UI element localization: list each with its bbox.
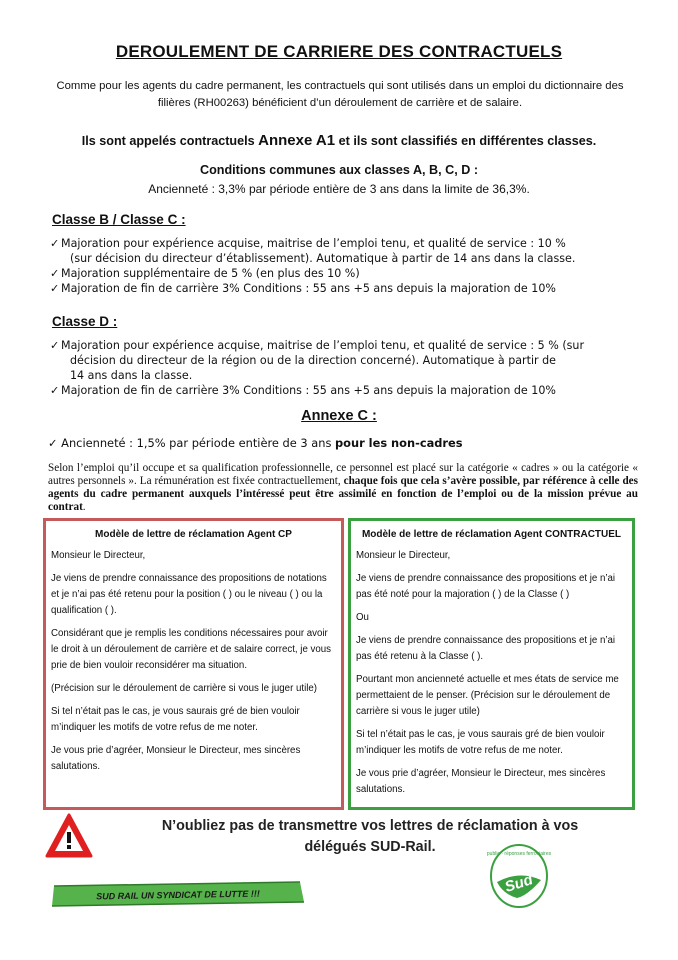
footer-line-1: N’oubliez pas de transmettre vos lettres de réclamation à vos xyxy=(161,818,579,834)
letter-paragraph: Ou xyxy=(356,612,369,623)
sud-rail-banner xyxy=(48,880,308,908)
letter-paragraph: Monsieur le Directeur, xyxy=(51,550,146,561)
letter-paragraph: Si tel n’était pas le cas, je vous saurais gré de bien vouloir m’indiquer les motifs de votre refus de me noter. xyxy=(356,729,605,756)
check-icon: ✓ xyxy=(50,384,60,397)
list-item: ✓ Majoration pour expérience acquise, maitrise de l’emploi tenu, et qualité de service : 10 % xyxy=(50,237,566,250)
letter-model-cp xyxy=(43,518,344,810)
check-icon: ✓ xyxy=(50,267,60,280)
banner-text: SUD RAIL UN SYNDICAT DE LUTTE !!! xyxy=(96,888,260,902)
letter-paragraph: Pourtant mon ancienneté actuelle et mes états de service me permettaient de le penser. (Précision sur le déroulement de carrière si vous le juger utile) xyxy=(356,674,619,717)
annexe-a1-after: et ils sont classifiés en différentes classes. xyxy=(335,134,597,148)
check-icon: ✓ xyxy=(48,436,58,450)
annexe-a1-before: Ils sont appelés contractuels xyxy=(81,134,259,148)
list-item: ✓ Majoration supplémentaire de 5 % (en plus des 10 %) xyxy=(50,267,360,280)
letter-paragraph: Je vous prie d’agréer, Monsieur le Directeur, mes sincères salutations. xyxy=(356,768,606,795)
letter-paragraph: Monsieur le Directeur, xyxy=(356,550,451,561)
logo-text: Sud xyxy=(502,871,535,896)
page-title: DEROULEMENT DE CARRIERE DES CONTRACTUELS xyxy=(115,42,563,61)
list-item: ✓ Majoration de fin de carrière 3% Conditions : 55 ans +5 ans depuis la majoration de 10% xyxy=(50,282,556,295)
footer-message xyxy=(110,816,630,858)
sud-rail-logo xyxy=(487,840,551,910)
warning-icon xyxy=(44,812,94,860)
list-item-continuation: (sur décision du directeur d’établissement). Automatique à partir de 14 ans dans la classe. xyxy=(70,252,576,265)
footer-line-2: délégués SUD-Rail. xyxy=(304,839,436,855)
conditions-title: Conditions communes aux classes A, B, C, D : xyxy=(199,163,479,177)
letter-paragraph: Si tel n’était pas le cas, je vous saurais gré de bien vouloir m’indiquer les motifs de votre refus de me noter. xyxy=(51,706,300,733)
classe-d-list xyxy=(50,338,650,398)
conditions-text: Ancienneté : 3,3% par période entière de 3 ans dans la limite de 36,3%. xyxy=(148,182,530,196)
logo-ring-text: public · réponses ferroviaires xyxy=(487,851,551,857)
letter-paragraph: Je vous prie d’agréer, Monsieur le Directeur, mes sincères salutations. xyxy=(51,745,301,772)
letter-model-contractuel xyxy=(348,518,635,810)
annexe-a1-label: Annexe A1 xyxy=(258,132,336,149)
check-icon: ✓ xyxy=(50,339,60,352)
annexe-c-anciennete: ✓ Ancienneté : 1,5% par période entière de 3 ans pour les non-cadres xyxy=(48,436,463,450)
check-icon: ✓ xyxy=(50,237,60,250)
letter-paragraph: Je viens de prendre connaissance des propositions et je n’ai pas été noté pour la majoration ( ) de la Classe ( ) xyxy=(356,573,616,600)
letter-paragraph: Je viens de prendre connaissance des propositions et je n’ai pas été retenu à la Classe ( ). xyxy=(356,635,616,662)
list-item-continuation: 14 ans dans la classe. xyxy=(70,369,193,382)
intro-paragraph: Comme pour les agents du cadre permanent, les contractuels qui sont utilisés dans un emploi du dictionnaire des filières (RH00263) bénéficient d’un déroulement de carrière et de salaire. xyxy=(56,80,624,109)
list-item: ✓ Majoration de fin de carrière 3% Conditions : 55 ans +5 ans depuis la majoration de 10% xyxy=(50,384,556,397)
classe-bc-heading: Classe B / Classe C : xyxy=(52,212,186,227)
letter-contractuel-title: Modèle de lettre de réclamation Agent CONTRACTUEL xyxy=(361,529,622,540)
categorie-paragraph: Selon l’emploi qu’il occupe et sa qualification professionnelle, ce personnel est placé sur la catégorie « cadres » ou la catégorie « autres personnels ». La rémunération est fixée contractuellement, chaque fois que cela s’avère possible, par référence à celle des agents du cadre permanent auxquels l’intéressé peut être assimilé en fonction de l’emploi ou de la mission prévue au contrat. xyxy=(48,462,638,513)
letter-paragraph: Je viens de prendre connaissance des propositions de notations et je n’ai pas été retenu pour la position ( ) ou le niveau ( ) ou la qualification ( ). xyxy=(51,573,327,616)
check-icon: ✓ xyxy=(50,282,60,295)
annexe-a1-statement xyxy=(0,132,678,149)
letter-cp-body xyxy=(46,548,341,775)
annexe-c-heading: Annexe C : xyxy=(301,408,377,424)
letter-paragraph: Considérant que je remplis les conditions nécessaires pour avoir le droit à un déroulement de carrière et de salaire correct, je vous prie de bien vouloir reconsidérer ma situation. xyxy=(51,628,332,671)
classe-bc-list xyxy=(50,236,650,296)
classe-d-heading: Classe D : xyxy=(52,314,118,329)
letter-contractuel-body xyxy=(351,548,632,798)
letter-cp-title: Modèle de lettre de réclamation Agent CP xyxy=(95,529,292,540)
list-item: ✓ Majoration pour expérience acquise, maitrise de l’emploi tenu, et qualité de service : 5 % (sur xyxy=(50,339,585,352)
letter-paragraph: (Précision sur le déroulement de carrière si vous le juger utile) xyxy=(51,683,317,694)
list-item-continuation: décision du directeur de la région ou de la direction concerné). Automatique à partir de xyxy=(70,354,556,367)
